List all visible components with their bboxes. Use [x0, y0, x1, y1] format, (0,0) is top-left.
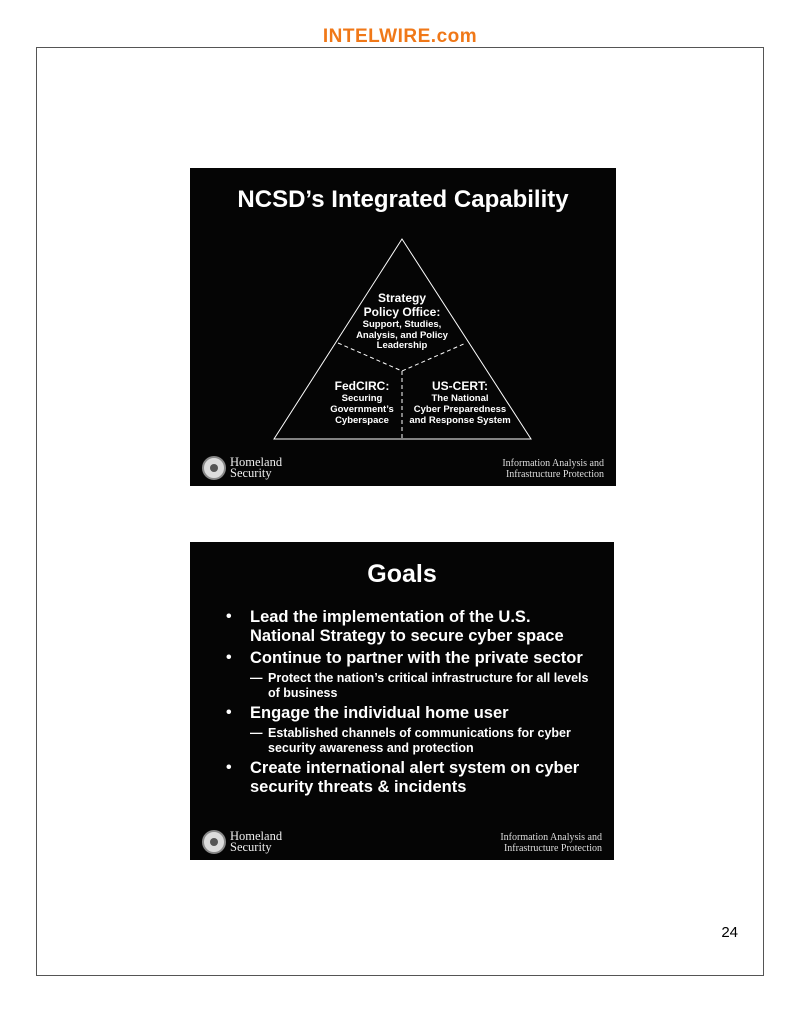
us-cert-line-2: Cyber Preparedness	[413, 403, 507, 415]
dhs-seal-icon	[202, 830, 226, 854]
strategy-line-3: Leadership	[376, 340, 428, 352]
iaip-line-1: Information Analysis and	[502, 458, 604, 469]
homeland-text: Homeland	[230, 455, 283, 469]
policy-office-heading: Policy Office:	[363, 304, 441, 319]
iaip-line-1: Information Analysis and	[500, 832, 602, 843]
dash-icon: —	[250, 671, 263, 685]
dash-icon: —	[250, 726, 263, 740]
goal-text-line-1: Lead the implementation of the U.S.	[250, 608, 531, 626]
goal-item	[220, 704, 600, 723]
homeland-text: Homeland	[230, 829, 283, 843]
bullet-icon: •	[226, 759, 232, 776]
page-border-right	[763, 47, 764, 975]
fedcirc-heading: FedCIRC:	[334, 379, 390, 393]
us-cert-heading: US-CERT:	[432, 379, 488, 393]
iaip-footer	[502, 458, 604, 480]
us-cert-line-3: and Response System	[409, 414, 511, 426]
goal-item	[220, 649, 600, 668]
goal-text-line-2: security threats & incidents	[250, 778, 467, 796]
page-border-top	[36, 47, 764, 48]
homeland-security-logo	[202, 456, 282, 480]
watermark: INTELWIRE.com	[322, 26, 478, 47]
us-cert-line-1: The National	[431, 392, 489, 404]
strategy-line-1: Support, Studies,	[362, 318, 442, 330]
goal-text: Continue to partner with the private sector	[250, 649, 583, 667]
iaip-footer	[500, 832, 602, 854]
security-text: Security	[230, 466, 272, 480]
subitem-text: Established channels of communications for cyber security awareness and protection	[268, 726, 571, 755]
slide-title: NCSD’s Integrated Capability	[237, 186, 569, 213]
goal-subitem	[250, 726, 600, 756]
goal-text: Engage the individual home user	[250, 704, 509, 722]
iaip-line-2: Infrastructure Protection	[503, 843, 602, 854]
dhs-seal-icon	[202, 456, 226, 480]
bullet-icon: •	[226, 608, 232, 625]
goal-text-line-2: National Strategy to secure cyber space	[250, 627, 564, 645]
goal-text-line-1: Create international alert system on cyber	[250, 759, 580, 777]
us-cert-block	[405, 380, 515, 427]
iaip-line-2: Infrastructure Protection	[505, 469, 604, 480]
bullet-icon: •	[226, 704, 232, 721]
security-text: Security	[230, 840, 272, 854]
slide-integrated-capability	[190, 168, 616, 486]
fedcirc-line-2: Government’s	[330, 403, 394, 415]
page-number: 24	[721, 924, 738, 941]
page-border-bottom	[36, 975, 764, 976]
goal-subitem	[250, 671, 600, 701]
goal-item	[220, 608, 600, 646]
bullet-icon: •	[226, 649, 232, 666]
fedcirc-line-1: Securing	[341, 392, 383, 404]
goal-item	[220, 759, 600, 797]
homeland-security-logo	[202, 830, 282, 854]
slide-goals	[190, 542, 614, 860]
strategy-policy-office-block	[342, 292, 462, 352]
subitem-text: Protect the nation’s critical infrastructure for all levels of business	[268, 671, 589, 700]
slide-title: Goals	[367, 560, 437, 588]
page-border-left	[36, 47, 37, 975]
fedcirc-block	[322, 380, 402, 427]
fedcirc-line-3: Cyberspace	[335, 414, 389, 426]
strategy-heading: Strategy	[377, 291, 427, 305]
strategy-line-2: Analysis, and Policy	[356, 329, 448, 341]
goals-list	[220, 608, 600, 800]
